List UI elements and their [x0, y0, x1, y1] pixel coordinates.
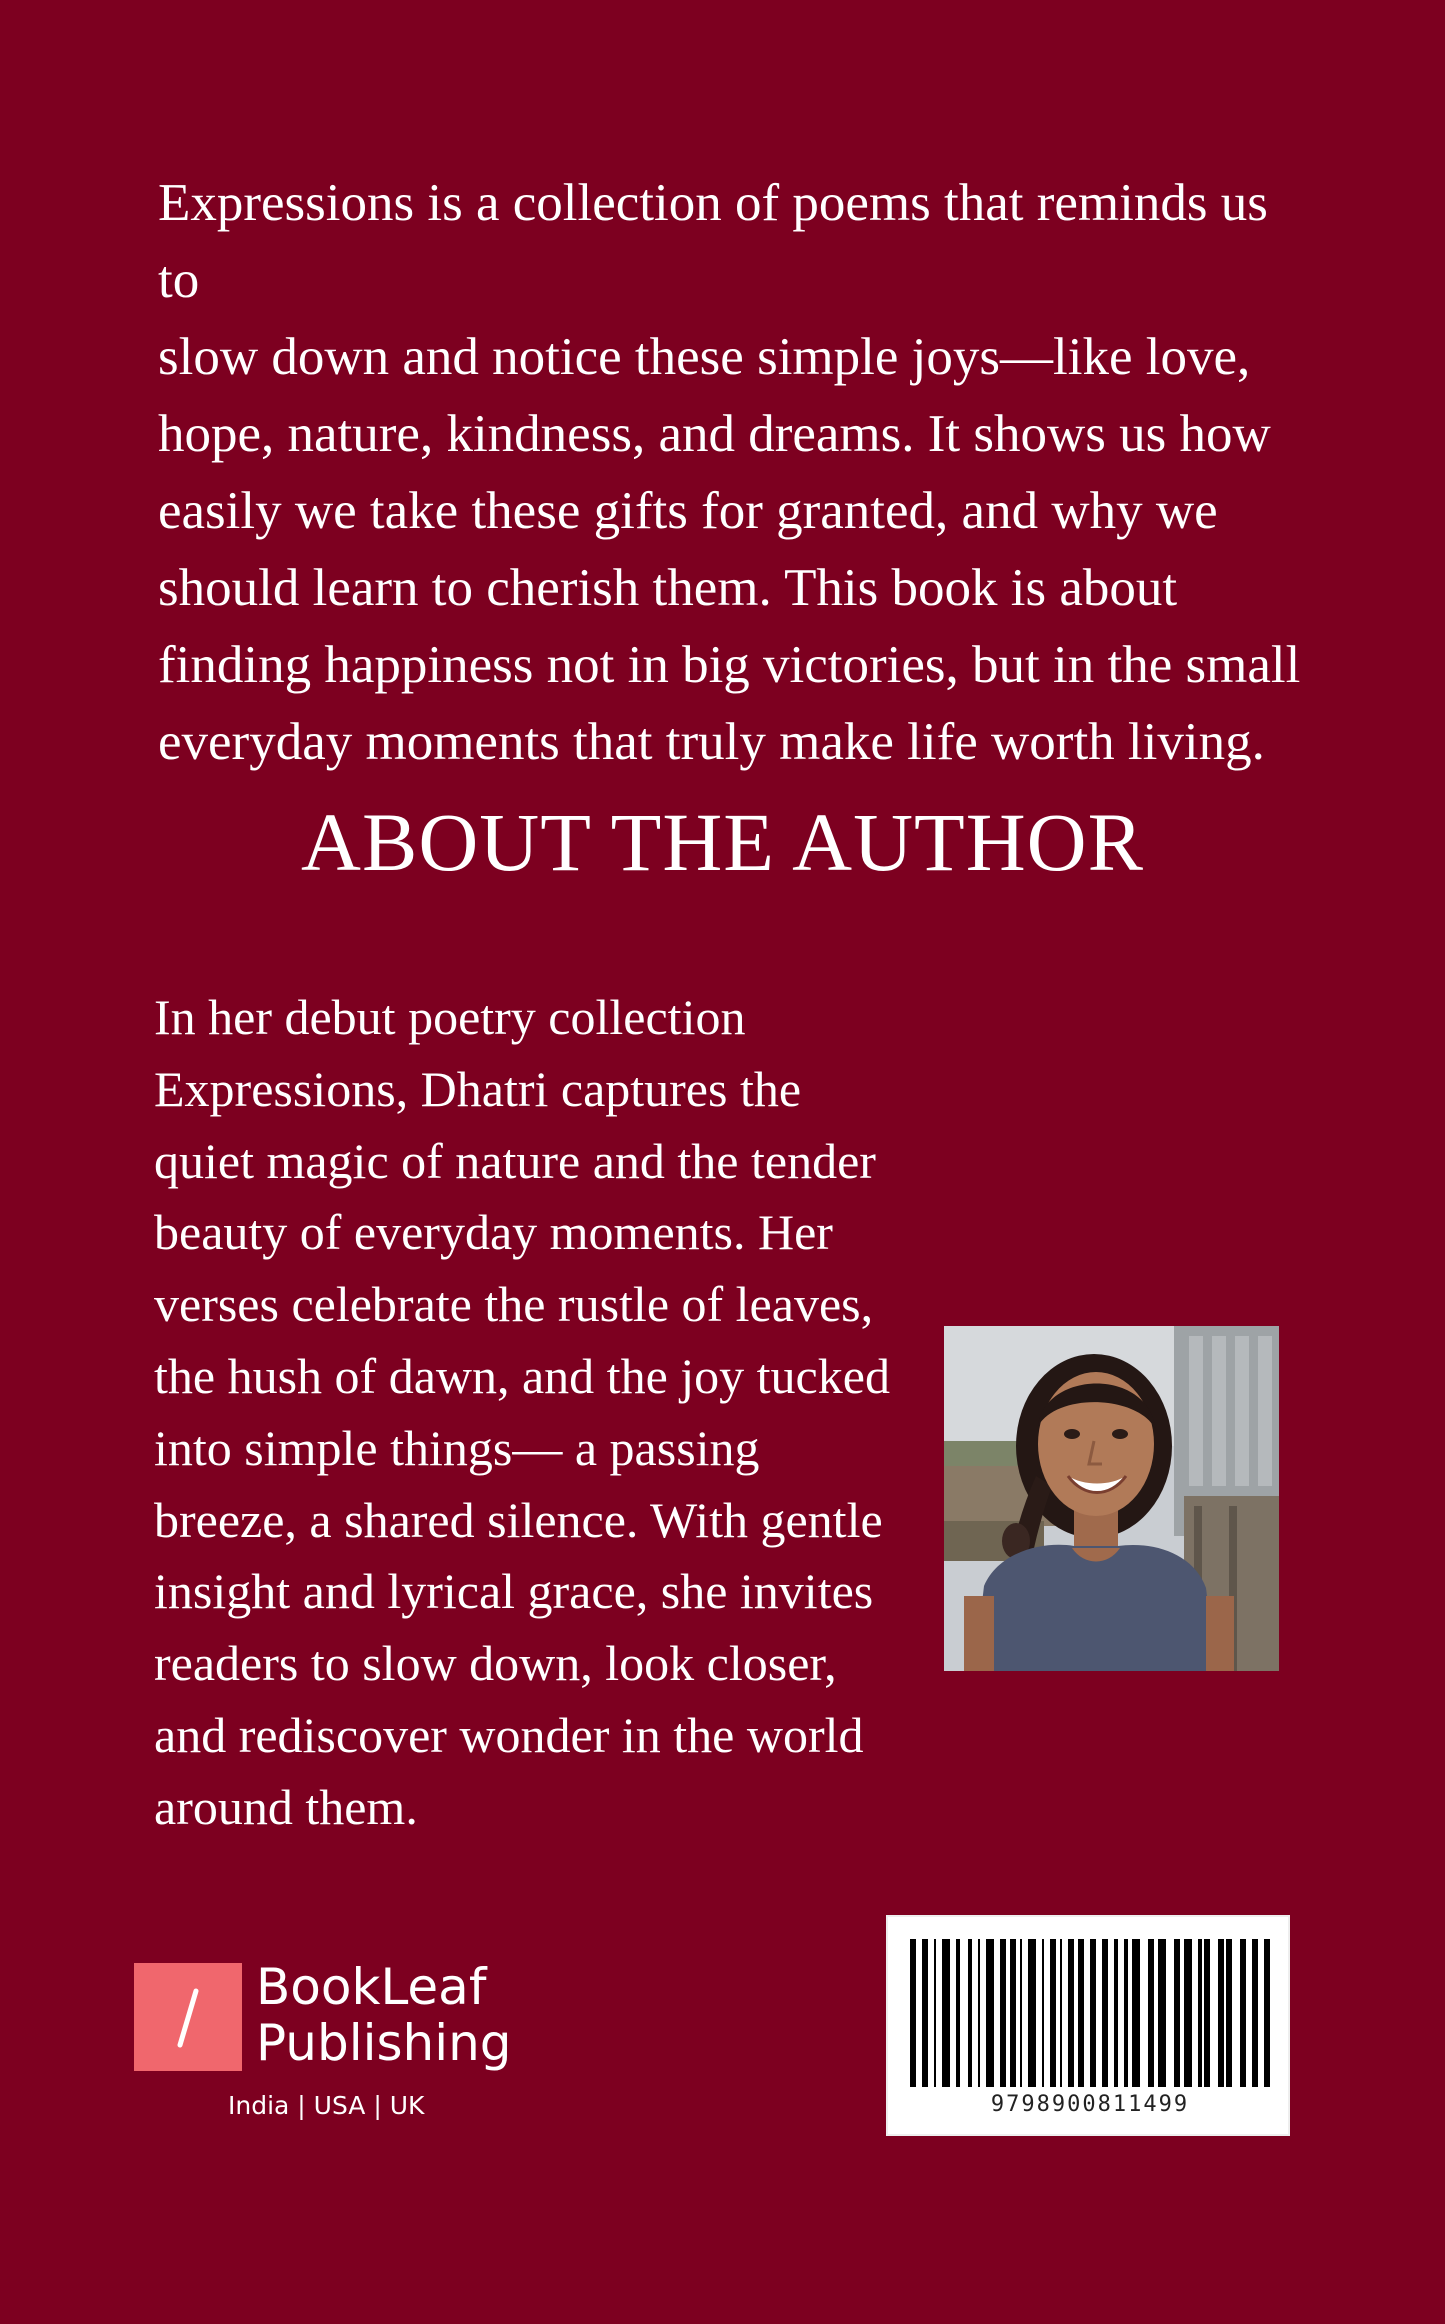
barcode-bar	[1184, 1939, 1192, 2087]
barcode-bar	[1068, 1939, 1074, 2087]
barcode-bar	[1028, 1939, 1036, 2087]
barcode-bar	[1174, 1939, 1180, 2087]
book-blurb	[158, 165, 1318, 781]
publisher-name	[256, 1959, 512, 2071]
blurb-line: finding happiness not in big victories, but in the small	[158, 636, 1301, 694]
bio-line: Expressions, Dhatri captures the	[154, 1060, 802, 1117]
barcode-bar	[1020, 1939, 1022, 2087]
publisher-name-line: BookLeaf	[256, 1958, 487, 2016]
bio-line: beauty of everyday moments. Her	[154, 1204, 833, 1261]
publisher-name-line: Publishing	[256, 2014, 512, 2072]
barcode-bar	[910, 1939, 916, 2087]
bio-line: breeze, a shared silence. With gentle	[154, 1491, 883, 1548]
isbn-barcode	[886, 1915, 1290, 2136]
barcode-bar	[1124, 1939, 1128, 2087]
bio-line: insight and lyrical grace, she invites	[154, 1563, 874, 1620]
blurb-line: everyday moments that truly make life worth living.	[158, 713, 1265, 771]
publisher-regions: India | USA | UK	[228, 2091, 425, 2120]
bio-line: into simple things— a passing	[154, 1419, 760, 1476]
barcode-bar	[986, 1939, 994, 2087]
barcode-bar	[968, 1939, 972, 2087]
publisher-logo	[134, 1958, 554, 2133]
barcode-bar	[922, 1939, 928, 2087]
barcode-bar	[934, 1939, 936, 2087]
barcode-bars	[910, 1939, 1270, 2087]
barcode-bar	[1252, 1939, 1258, 2087]
barcode-bar	[1010, 1939, 1016, 2087]
barcode-number: 9798900811499	[990, 2092, 1190, 2117]
barcode-bar	[1148, 1939, 1154, 2087]
author-bio	[154, 982, 924, 1844]
barcode-bar	[1000, 1939, 1006, 2087]
barcode-bar	[978, 1939, 980, 2087]
bio-line: and rediscover wonder in the world	[154, 1706, 864, 1763]
about-author-heading: ABOUT THE AUTHOR	[301, 796, 1144, 888]
barcode-bar	[942, 1939, 950, 2087]
barcode-bar	[1198, 1939, 1202, 2087]
bio-line: verses celebrate the rustle of leaves,	[154, 1276, 874, 1333]
barcode-bar	[1226, 1939, 1232, 2087]
barcode-bar	[1158, 1939, 1166, 2087]
blurb-line: slow down and notice these simple joys—like love,	[158, 328, 1251, 386]
bio-line: the hush of dawn, and the joy tucked	[154, 1347, 890, 1404]
barcode-bar	[1102, 1939, 1108, 2087]
barcode-bar	[1078, 1939, 1084, 2087]
bio-line: In her debut poetry collection	[154, 989, 746, 1045]
bio-line: quiet magic of nature and the tender	[154, 1132, 876, 1189]
barcode-bar	[1132, 1939, 1140, 2087]
bio-line: readers to slow down, look closer,	[154, 1635, 837, 1692]
bio-line: around them.	[154, 1778, 418, 1835]
barcode-bar	[956, 1939, 960, 2087]
blurb-line: should learn to cherish them. This book is about	[158, 559, 1178, 617]
barcode-bar	[1204, 1939, 1210, 2087]
barcode-bar	[1090, 1939, 1096, 2087]
barcode-bar	[1114, 1939, 1118, 2087]
barcode-bar	[1050, 1939, 1056, 2087]
barcode-bar	[1060, 1939, 1062, 2087]
barcode-bar	[1264, 1939, 1270, 2087]
blurb-line: hope, nature, kindness, and dreams. It shows us how	[158, 405, 1271, 463]
bookleaf-mark-icon	[134, 1963, 242, 2071]
barcode-bar	[1240, 1939, 1246, 2087]
barcode-bar	[1218, 1939, 1224, 2087]
blurb-line: Expressions is a collection of poems that reminds us to	[158, 174, 1268, 309]
barcode-bar	[1042, 1939, 1044, 2087]
blurb-line: easily we take these gifts for granted, and why we	[158, 482, 1218, 540]
author-photo	[944, 1326, 1279, 1671]
